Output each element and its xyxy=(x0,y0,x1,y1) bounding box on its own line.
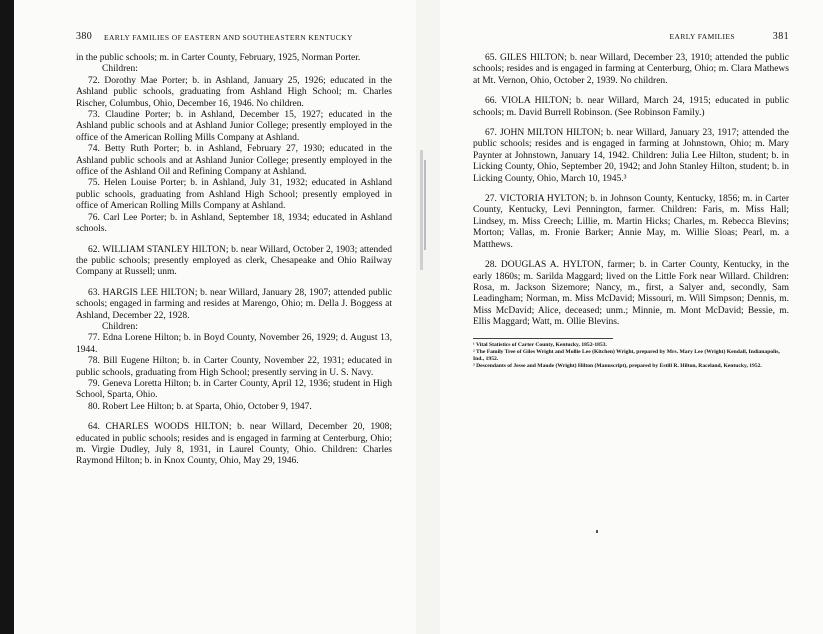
page-number: 380 xyxy=(76,31,93,42)
paragraph: 66. VIOLA HILTON; b. near Willard, March 24, 1915; educated in public schools; m. David Burrell Robinson. (See Robinson Family.) xyxy=(473,96,789,118)
left-page xyxy=(14,0,416,634)
paragraph: 64. CHARLES WOODS HILTON; b. near Willard, December 20, 1908; educated in public schools; resides and is engaged in farming at Centerburg, Ohio; m. Virgie Dudley, July 8, 1931, in Laurel County, Ohio. Children: Charles Raymond Hilton; b. in Knox County, Ohio, May 29, 1946. xyxy=(76,422,392,467)
paragraph: 28. DOUGLAS A. HYLTON, farmer; b. in Carter County, Kentucky, in the early 1860s; m. Sarilda Maggard; lived on the Little Fork near Willard. Children: Rosa, m. Jackson Sizemore; Nancy, m., first, a Salyer and, secondly, Sam Leadingham; Norman, m. Miss McDavid; Missouri, m. Will Simpson; Dennis, m. Miss McDavid; Alice, deceased; unm.; Minnie, m. Mont McDavid; Bessie, m. Ellis Maggard; Watt, m. Ollie Blevins. xyxy=(473,260,789,328)
right-page-header xyxy=(473,33,789,49)
paragraph: 77. Edna Lorene Hilton; b. in Boyd County, November 26, 1929; d. August 13, 1944. xyxy=(76,333,392,355)
ink-speck xyxy=(596,530,598,533)
paragraph: 76. Carl Lee Porter; b. in Ashland, September 18, 1934; educated in Ashland schools. xyxy=(76,212,392,235)
paragraph: 72. Dorothy Mae Porter; b. in Ashland, January 25, 1926; educated in the Ashland public schools, graduating from Ashland High School; m. Charles Rischer, Columbus, Ohio, December 16, 1946. No children. xyxy=(76,75,392,109)
paragraph: 62. WILLIAM STANLEY HILTON; b. near Willard, October 2, 1903; attended the public schools; presently employed as clerk, Chesapeake and Ohio Railway Company at Russell; unm. xyxy=(76,244,392,278)
paragraph: 27. VICTORIA HYLTON; b. in Johnson County, Kentucky, 1856; m. in Carter County, Kentucky, Levi Pennington, farmer. Children: Faris, m. Miss Hall; Lindsey, m. Miss Creech; Lillie, m. Martin Hicks; Charles, m. Rebecca Blevins; Morton; Vallas, m. Fronie Barker; Annie May, m. Willie Sloas; Pearl, m. a Matthews. xyxy=(473,194,789,250)
children-heading: Children: xyxy=(102,64,138,75)
paragraph: 63. HARGIS LEE HILTON; b. near Willard, January 28, 1907; attended public schools; engaged in farming and resides at Marengo, Ohio; m. Della J. Boggess at Ashland, December 22, 1928. xyxy=(76,287,392,321)
book-gutter xyxy=(416,0,440,634)
paragraph: 65. GILES HILTON; b. near Willard, December 23, 1910; attended the public schools; resides and is engaged in farming at Centerburg, Ohio; m. Clara Mathews at Mt. Vernon, Ohio, October 2, 1939. No children. xyxy=(473,53,789,86)
running-title: EARLY FAMILIES xyxy=(669,32,735,41)
paragraph: 79. Geneva Loretta Hilton; b. in Carter County, April 12, 1936; student in High School, Sparta, Ohio. xyxy=(76,378,392,401)
right-page xyxy=(440,0,823,634)
paragraph: 80. Robert Lee Hilton; b. at Sparta, Ohio, October 9, 1947. xyxy=(88,401,312,412)
paragraph: in the public schools; m. in Carter County, February, 1925, Norman Porter. xyxy=(76,53,361,63)
footnote: ² The Family Tree of Giles Wright and Mollie Lee (Kitchen) Wright, prepared by Mrs. Mary Lee (Wright) Kendall, Indianapolis, Ind., 1952. xyxy=(473,349,780,362)
running-title: EARLY FAMILIES OF EASTERN AND SOUTHEASTERN KENTUCKY xyxy=(104,33,353,42)
footnote: ³ Descendants of Jesse and Maude (Wright) Hilton (Manuscript), prepared by Estill R. Hilton, Raceland, Kentucky, 1952. xyxy=(473,363,762,370)
footnote-rule xyxy=(473,338,613,339)
paragraph: 73. Claudine Porter; b. in Ashland, December 15, 1927; educated in the Ashland public schools and at Ashland Junior College; presently employed in the office of the American Rolling Mills Company at Ashland. xyxy=(76,110,392,143)
page-number: 381 xyxy=(772,31,789,42)
paragraph: 74. Betty Ruth Porter; b. in Ashland, February 27, 1930; educated in the Ashland public schools and at Ashland Junior College; presently employed in the office of the Ashland Oil and Refining Company at Ashland. xyxy=(76,144,392,178)
paragraph: 78. Bill Eugene Hilton; b. in Carter County, November 22, 1931; educated in public schools, graduating from High School; presently serving in U. S. Navy. xyxy=(76,356,392,378)
footnote: ¹ Vital Statistics of Carter County, Kentucky, 1852-1853. xyxy=(473,341,607,348)
paragraph: 75. Helen Louise Porter; b. in Ashland, July 31, 1932; educated in Ashland public schools, graduating from Ashland High School; presently employed in office of American Rolling Mills Company at Ashland. xyxy=(76,178,392,212)
paragraph: 67. JOHN MILTON HILTON; b. near Willard, January 23, 1917; attended the public schools; resides and is engaged in farming at Johnstown, Ohio; m. Mary Paynter at Johnstown, January 14, 1942. Children: Julia Lee Hilton, student; b. in Licking County, Ohio, September 20, 1942; and John Stanley Hilton, student; b. in Licking County, Ohio, March 10, 1945.³ xyxy=(473,128,789,184)
left-page-header xyxy=(76,33,392,49)
children-heading: Children: xyxy=(102,321,138,332)
